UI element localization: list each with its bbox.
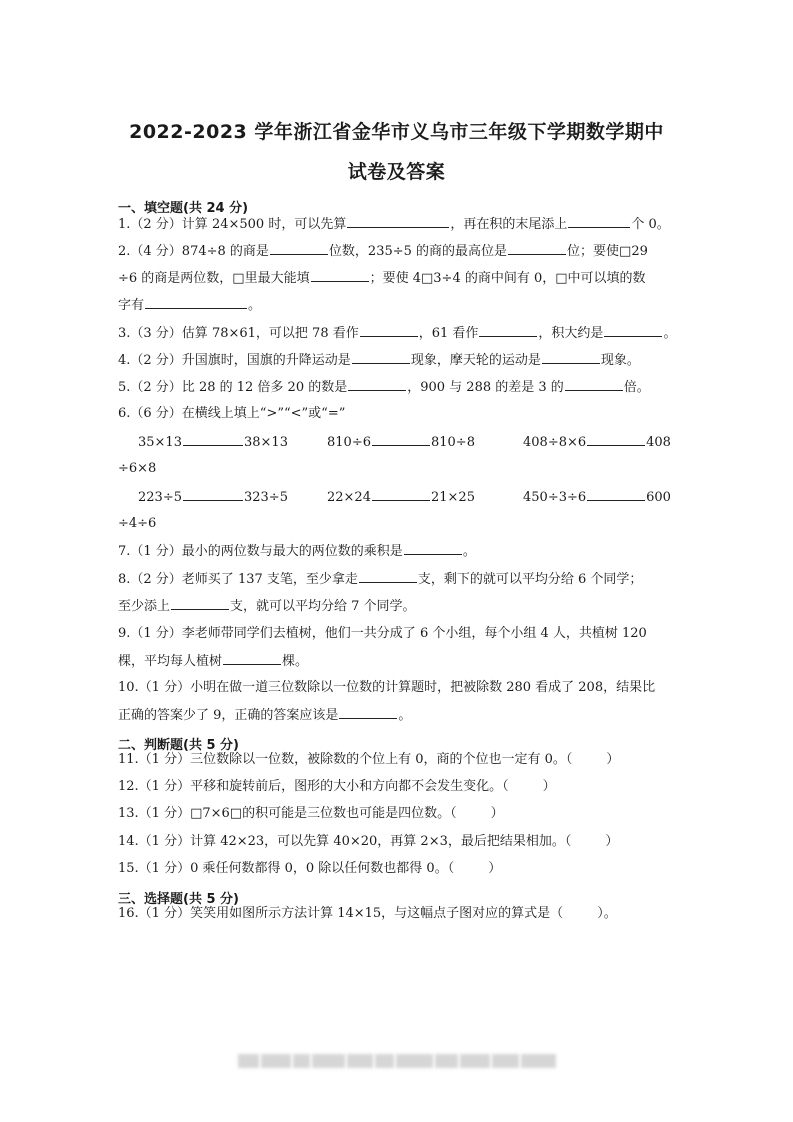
expression: 323÷5: [243, 490, 288, 505]
answer-blank[interactable]: [372, 433, 430, 446]
q8-text: 支，就可以平均分给 7 个同学。: [230, 599, 416, 614]
q2-text: 字有: [118, 298, 145, 313]
compare-item-6-cont: ÷4÷6: [118, 516, 157, 531]
compare-item-4: [138, 488, 288, 505]
q7-text: 。: [462, 544, 476, 559]
q8-text: 至少添上: [118, 599, 171, 614]
answer-blank[interactable]: [604, 324, 662, 337]
expression: 810÷8: [430, 435, 475, 450]
question-11: [118, 751, 619, 769]
compare-item-5: [327, 488, 475, 505]
question-12: [118, 778, 556, 796]
question-6: [118, 405, 345, 423]
q3-text: ，积大约是: [538, 326, 604, 341]
q13-text: 13.（1 分）□7×6□的积可能是三位数也可能是四位数。（: [118, 806, 457, 821]
q14-text: 14.（1 分）计算 42×23，可以先算 40×20，再算 2×3，最后把结果相加。（: [118, 834, 572, 849]
q1-text: 1.（2 分）计算 24×500 时，可以先算: [118, 217, 347, 232]
answer-blank[interactable]: [171, 597, 229, 610]
q3-text: 3.（3 分）估算 78×61，可以把 78 看作: [118, 326, 359, 341]
page-title-line2: 试卷及答案: [347, 161, 446, 183]
question-1: [118, 215, 670, 234]
expression: 22×24: [327, 490, 371, 505]
q15-text: 15.（1 分）0 乘任何数都得 0，0 除以任何数也都得 0。（: [118, 861, 455, 876]
page-title: 2022-2023 学年浙江省金华市义乌市三年级下学期数学期中: [129, 121, 664, 143]
q13-text: ）: [490, 806, 504, 821]
q4-text: 现象，摩天轮的运动是: [410, 353, 541, 368]
q12-text: 12.（1 分）平移和旋转前后，图形的大小和方向都不会发生变化。（: [118, 779, 509, 794]
question-3: [118, 324, 676, 343]
answer-blank[interactable]: [359, 570, 417, 583]
q11-text: ）: [606, 752, 620, 767]
q11-text: 11.（1 分）三位数除以一位数，被除数的个位上有 0，商的个位也一定有 0。（: [118, 752, 573, 767]
q8-text: 8.（2 分）老师买了 137 支笔，至少拿走: [118, 572, 358, 587]
expression: 408: [646, 435, 671, 450]
q2-text: ；要使 4□3÷4 的商中间有 0，□中可以填的数: [369, 271, 646, 286]
answer-blank[interactable]: [565, 378, 623, 391]
blurred-watermark: [238, 1054, 556, 1070]
expression: 38×13: [243, 435, 288, 450]
question-10: [118, 679, 655, 697]
compare-item-3-cont: ÷6×8: [118, 461, 157, 476]
q7-text: 7.（1 分）最小的两位数与最大的两位数的乘积是: [118, 544, 403, 559]
answer-blank[interactable]: [568, 215, 630, 228]
question-10-line2: [118, 706, 411, 725]
answer-blank[interactable]: [587, 488, 645, 501]
expression: 600: [646, 490, 671, 505]
q3-text: 。: [663, 326, 677, 341]
question-7: [118, 542, 476, 561]
question-4: [118, 351, 640, 370]
q2-text: ÷6 的商是两位数，□里最大能填: [118, 271, 310, 286]
answer-blank[interactable]: [352, 351, 410, 364]
question-13: [118, 805, 504, 823]
q1-text: ，再在积的末尾添上: [450, 217, 568, 232]
answer-blank[interactable]: [223, 652, 281, 665]
section-heading-multiple-choice: 三、选择题(共 5 分): [118, 892, 239, 907]
answer-blank[interactable]: [404, 542, 462, 555]
q16-text: 16.（1 分）笑笑用如图所示方法计算 14×15，与这幅点子图对应的算式是（: [118, 906, 564, 921]
compare-item-1: [138, 433, 288, 450]
question-14: [118, 833, 618, 851]
q5-text: 倍。: [623, 380, 650, 395]
q10-text: 正确的答案少了 9，正确的答案应该是: [118, 708, 339, 723]
q9-text: 棵。: [282, 654, 309, 669]
q10-text: 。: [398, 708, 412, 723]
q14-text: ）: [605, 834, 619, 849]
question-8: [118, 570, 642, 589]
compare-item-2: [327, 433, 475, 450]
expression: 408÷8×6: [523, 435, 587, 450]
q4-text: 现象。: [600, 353, 640, 368]
q3-text: ，61 看作: [418, 326, 479, 341]
answer-blank[interactable]: [270, 242, 328, 255]
answer-blank[interactable]: [347, 215, 449, 228]
q1-text: 个 0。: [631, 217, 670, 232]
q9-text: 棵，平均每人植树: [118, 654, 223, 669]
expression: 35×13: [138, 435, 182, 450]
q5-text: ，900 与 288 的差是 3 的: [407, 380, 564, 395]
answer-blank[interactable]: [587, 433, 645, 446]
expression: 21×25: [430, 490, 475, 505]
expression: 450÷3÷6: [523, 490, 587, 505]
question-16: [118, 905, 617, 923]
question-9: [118, 625, 647, 643]
answer-blank[interactable]: [542, 351, 600, 364]
compare-item-3: [523, 433, 671, 450]
q10-text: 10.（1 分）小明在做一道三位数除以一位数的计算题时，把被除数 280 看成了 208，结果比: [118, 680, 656, 695]
q8-text: 支，剩下的就可以平均分给 6 个同学；: [417, 572, 643, 587]
q6-text: 6.（6 分）在横线上填上“>”“<”或“=”: [118, 406, 346, 421]
section-heading-fill-blank: 一、填空题(共 24 分): [118, 201, 249, 216]
question-15: [118, 860, 501, 878]
answer-blank[interactable]: [508, 242, 566, 255]
answer-blank[interactable]: [348, 378, 406, 391]
answer-blank[interactable]: [372, 488, 430, 501]
expression: 810÷6: [327, 435, 371, 450]
answer-blank[interactable]: [479, 324, 537, 337]
answer-blank[interactable]: [311, 269, 369, 282]
question-9-line2: [118, 652, 308, 671]
answer-blank[interactable]: [183, 488, 243, 501]
answer-blank[interactable]: [183, 433, 243, 446]
expression: 223÷5: [138, 490, 182, 505]
q2-text: 。: [248, 298, 262, 313]
question-5: [118, 378, 650, 397]
question-2-line2: [118, 269, 646, 288]
section-heading-true-false: 二、判断题(共 5 分): [118, 738, 239, 753]
q2-text: 位；要使□29: [567, 244, 648, 259]
question-8-line2: [118, 597, 416, 616]
answer-blank[interactable]: [339, 706, 397, 719]
q16-text: ）。: [597, 906, 617, 921]
q12-text: ）: [542, 779, 556, 794]
q4-text: 4.（2 分）升国旗时，国旗的升降运动是: [118, 353, 351, 368]
compare-item-6: [523, 488, 671, 505]
q2-text: 位数，235÷5 的商的最高位是: [328, 244, 508, 259]
q2-text: 2.（4 分）874÷8 的商是: [118, 244, 269, 259]
q9-text: 9.（1 分）李老师带同学们去植树，他们一共分成了 6 个小组，每个小组 4 人，共植树 120: [118, 626, 647, 641]
answer-blank[interactable]: [145, 296, 247, 309]
question-2: [118, 242, 648, 261]
q5-text: 5.（2 分）比 28 的 12 倍多 20 的数是: [118, 380, 348, 395]
q15-text: ）: [488, 861, 502, 876]
answer-blank[interactable]: [360, 324, 418, 337]
question-2-line3: [118, 296, 261, 315]
